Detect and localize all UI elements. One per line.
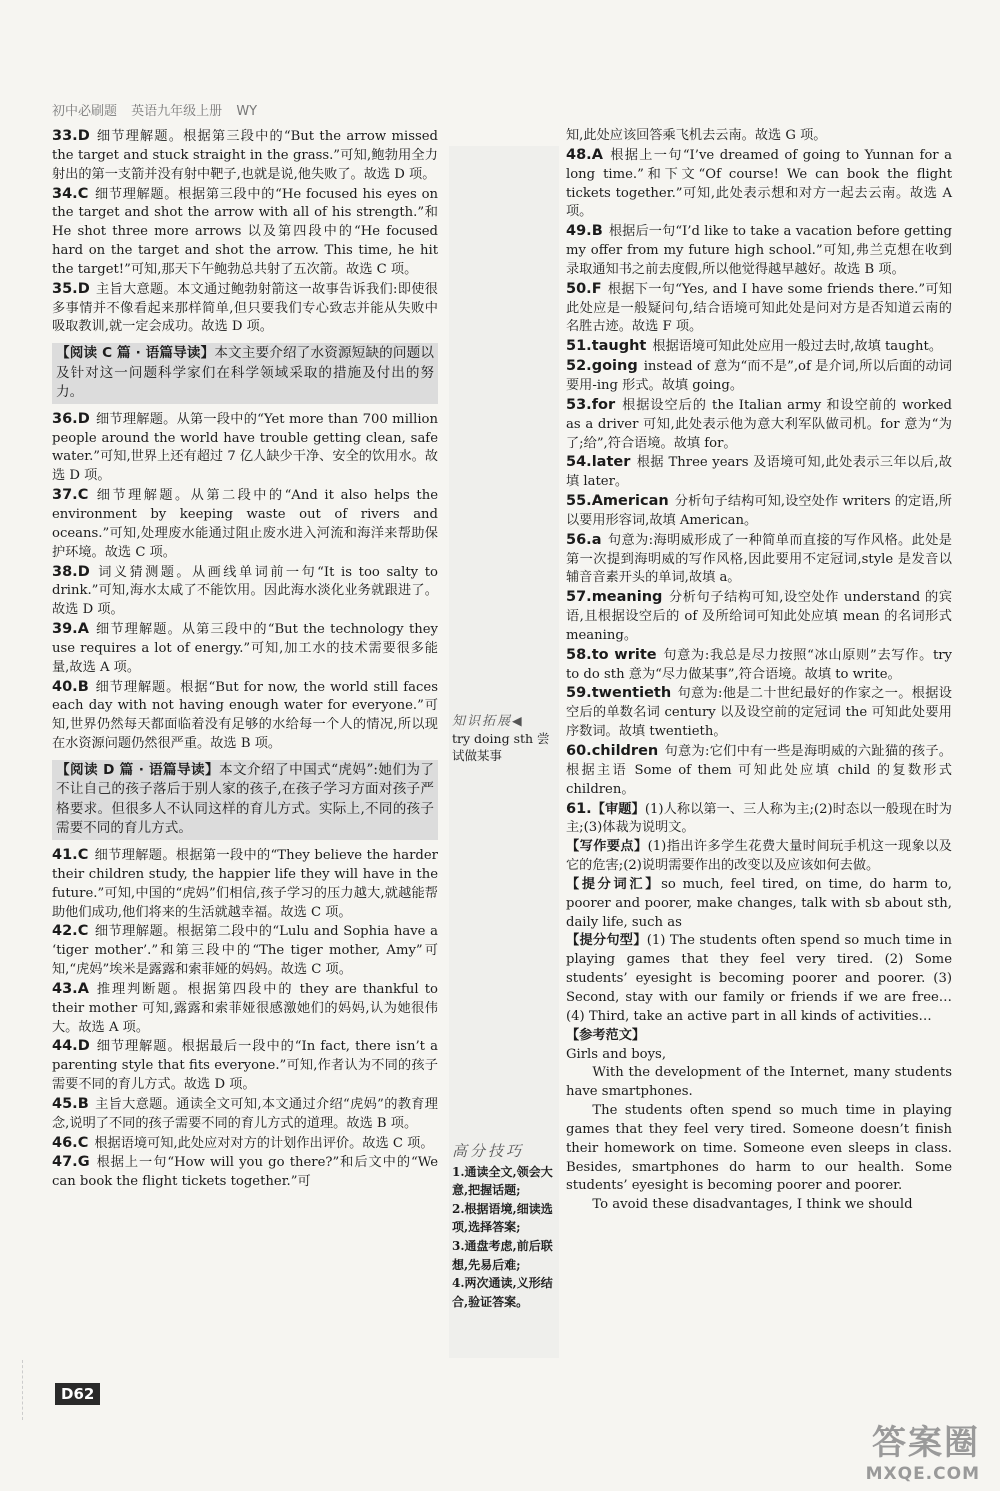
answer-key: C [77,185,89,202]
answers-group-a [52,127,438,337]
answer-item [566,146,952,222]
margin-rule [22,1360,51,1420]
watermark [760,1415,980,1484]
answer-key: A [77,980,89,997]
item-number: 43. [52,980,78,997]
explanation-text: 句意为:我总是尽力按照“冰山原则”去写作。try to do sth 意为“尽力做某事”,符合语境。故填 to write。 [566,647,952,682]
answer-key: later [591,454,631,471]
answer-key: B [591,223,603,240]
explanation-text: 细节理解题。根据最后一段中的“In fact, there isn’t a parenting style that fits everyone.”可知,作者认为不同的孩子需要不同的育儿方式。故选 D 项。 [52,1039,438,1093]
explanation-text: 根据设空后的 the Italian army 和设空前的 worked as a driver 可知,此处表示他为意大利军队做司机。for 意为“为了;给”,符合语境。故填 for。 [566,397,952,451]
shenti-tag: 【审题】 [591,801,645,817]
answer-item [566,742,952,800]
juxing-text: (1) The students often spend so much time in playing games that they feel very tired. (2) Some students’ eyesight is becoming poorer and poorer. (3) Second, stay with our family or friends if we are free… (4) Third, take an active part in all kinds of activities… [566,933,952,1024]
item-number: 56. [566,531,592,548]
item-number: 38. [52,563,78,580]
juxing-tag: 【提分句型】 [566,933,647,949]
left-column [52,127,438,1192]
skills-title: 高分技巧 [452,1142,525,1160]
explanation-text: 推理判断题。根据第四段中的 they are thankful to their mother 可知,露露和索菲娅很感激她们的妈妈,认为她很伟大。故选 A 项。 [52,981,438,1035]
answer-key: C [77,923,89,940]
answer-key: children [591,743,659,759]
answer-item [52,185,438,280]
answer-key: going [591,358,638,375]
item-number: 57. [566,589,592,606]
item-number: 39. [52,621,78,638]
answer-key: C [77,1134,89,1151]
item-number: 55. [566,493,592,510]
item-number: 58. [566,646,592,663]
skill-item: 3.通盘考虑,前后联想,先易后难; [452,1238,553,1272]
answer-key: A [77,621,89,638]
reading-d-guide [52,760,438,840]
answer-key: C [77,846,89,863]
page-number: D62 [55,1383,100,1405]
guide-tag: 【阅读 D 篇 · 语篇导读】 [56,761,220,778]
answer-key: D [77,563,90,580]
continuation-text: 知,此处应该回答乘飞机去云南。故选 G 项。 [566,128,827,143]
answer-item [52,846,438,922]
answer-item [566,396,952,454]
answer-key: G [77,1154,90,1171]
answer-item [52,486,438,562]
answer-item [52,1134,438,1154]
answer-item [52,1153,438,1192]
answer-item [52,620,438,678]
explanation-text: 分析句子结构可知,设空处作 writers 的定语,所以要用形容词,故填 American。 [566,494,952,528]
skill-item: 2.根据语境,细读选项,选择答案; [452,1201,553,1235]
answer-key: twentieth [591,685,672,702]
answer-item [566,646,952,685]
answer-key: D [77,1038,90,1055]
tip-title: 知识拓展 [452,714,513,729]
answer-item [52,410,438,486]
answer-item [566,492,952,531]
item-number: 51. [566,338,592,355]
explanation-text: 主旨大意题。通读全文可知,本文通过介绍“虎妈”的教育理念,说明了不同的孩子需要不同的育儿方式的道理。故选 B 项。 [52,1096,438,1131]
answer-item [566,531,952,589]
explanation-text: 根据 Three years 及语境可知,此处表示三年以后,故填 later。 [566,455,952,490]
answer-key: B [77,678,89,695]
cihui-text: so much, feel tired, on time, do harm to, poorer and poorer, make changes, talk with sb about sth, daily life, such as [566,876,953,930]
item-number: 59. [566,685,592,702]
explanation-text: 根据语境可知,此处应对对方的计划作出评价。故选 C 项。 [94,1135,434,1151]
answers-group-right [566,146,952,800]
answer-key: a [591,531,602,548]
skill-item: 4.两次通读,义形结合,验证答案。 [452,1276,553,1309]
item-number: 36. [52,410,78,427]
item-number: 50. [566,280,592,297]
explanation-text: 主旨大意题。本文通过鲍勃射箭这一故事告诉我们:即使很多事情并不像看起来那样简单,但只要我们专心致志并能从失败中吸取教训,就一定会成功。故选 D 项。 [52,281,438,335]
explanation-text: 分析句子结构可知,设空处作 understand 的宾语,且根据设空后的 of 及所给词可知此处应填 mean 的名词形式 meaning。 [566,590,952,643]
guide-text: 本文主要介绍了水资源短缺的问题以及针对这一问题科学家们在科学领域采取的措施及付出的努力。 [56,345,434,401]
answer-item [52,678,438,754]
answer-item [52,1095,438,1134]
explanation-text: 根据下一句“Yes, and I have some friends there.”可知此处应是一般疑问句,结合语境可知此处是问对方是否知道云南的名胜古迹。故选 F 项。 [566,281,952,335]
shenti-text: (1)人称以第一、三人称为主;(2)时态以一般现在时为主;(3)体裁为说明文。 [566,801,952,836]
answer-key: D [77,410,90,427]
reading-c-guide [52,343,438,404]
answers-group-c [52,846,438,1192]
item-number: 33. [52,128,78,144]
answer-key: D [77,128,90,144]
explanation-text: 根据上一句“I’ve dreamed of going to Yunnan for a long time.”和下文“Of course! We can book the flight tickets together.”可知,此处表示想和对方一起去云南。故选 A 项。 [566,147,952,220]
explanation-text: 细节理解题。从第三段中的“But the technology they use requires a lot of energy.”可知,加工水的技术需要很多能量,故选 A 项。 [52,622,438,675]
edition-code: WY [236,104,258,119]
answer-item [566,337,952,357]
item-number: 44. [52,1038,78,1055]
answers-group-b [52,410,438,754]
answer-item [566,222,952,280]
answer-item [566,453,952,492]
answer-item [52,922,438,980]
item-number: 54. [566,454,592,471]
answer-key: B [77,1095,89,1112]
answer-item [52,280,438,338]
item-number: 37. [52,487,78,504]
right-column [566,127,952,1215]
tip-text: try doing sth 尝试做某事 [452,731,550,763]
yaodian-tag: 【写作要点】 [566,839,648,855]
answer-item [566,588,952,646]
item-number: 42. [52,923,78,940]
watermark-logo: 答案圈 [872,1423,980,1463]
item-number: 60. [566,743,592,759]
answer-key: American [591,493,669,510]
essay-paragraph: The students often spend so much time in playing games that they feel very tired. Someone doesn’t finish their homework on time. Someone even sleeps in class. Besides, smartphones do harm to our health. Some students’ eyesight is becoming poorer and poorer. [566,1103,952,1194]
answer-key: taught [591,338,647,355]
explanation-text: 细节理解题。从第二段中的“And it also helps the environment by keeping waste out of rivers and oceans.”可知,处理废水能通过阻止废水进入河流和海洋来帮助保护环境。故选 C 项。 [52,488,438,560]
essay-paragraph: With the development of the Internet, many students have smartphones. [566,1065,952,1100]
explanation-text: 句意为:它们中有一些是海明威的六趾猫的孩子。根据主语 Some of them 可知此处应填 child 的复数形式 children。 [566,744,952,797]
answer-key: to write [591,646,657,663]
answer-key: A [591,146,603,163]
item-number: 35. [52,280,78,297]
skill-item: 1.通读全文,领会大意,把握话题; [452,1164,553,1198]
answer-key: F [591,280,602,297]
cihui-tag: 【提分词汇】 [566,876,662,892]
explanation-text: 细节理解题。根据第一段中的“They believe the harder their children study, the happier life they will have in the future.”可知,中国的“虎妈”们相信,孩子学习的压力越大,就越能帮助他们成功,他们将来的生活就越幸福。故选 C 项。 [52,847,438,920]
item-number: 45. [52,1095,78,1112]
answer-key: meaning [591,589,663,606]
item-number: 34. [52,185,78,202]
answer-item [52,1037,438,1095]
watermark-url: MXQE.COM [865,1464,980,1484]
essay-greeting: Girls and boys, [566,1046,667,1062]
guide-tag: 【阅读 C 篇 · 语篇导读】 [56,345,215,362]
answer-key: for [591,396,616,413]
explanation-text: 细节理解题。根据第二段中的“Lulu and Sophia have a ‘tiger mother’.”和第三段中的“The tiger mother, Amy”可知,“虎妈”埃米是露露和索菲娅的妈妈。故选 C 项。 [52,924,438,978]
essay-paragraph: To avoid these disadvantages, I think we should [592,1197,913,1213]
fanwen-tag: 【参考范文】 [566,1027,646,1043]
book-series: 初中必刷题 [52,104,118,119]
item-number: 53. [566,396,592,413]
explanation-text: instead of 意为“而不是”,of 是介词,所以后面的动词要用-ing 形式。故填 going。 [566,359,952,393]
answer-item [52,980,438,1038]
knowledge-tip [452,712,562,764]
answer-item [52,127,438,185]
explanation-text: 细节理解题。根据第三段中的“He focused his eyes on the target and shot the arrow with all of his strength.”和 He shot three more arrows 以及第四段中的“He focused hard on the target and shot the arrow. This time, he hit the target!”可知,那天下午鲍勃总共射了五次箭。故选 C 项。 [52,186,438,277]
answer-item [566,280,952,338]
answer-key: C [77,487,89,504]
explanation-text: 根据后一句“I’d like to take a vacation before getting my offer from my future high school.”可知,弗兰克想在收到录取通知书之前去度假,所以他觉得越早越好。故选 B 项。 [566,224,952,277]
item-number: 61. [566,800,592,817]
explanation-text: 细节理解题。从第一段中的“Yet more than 700 million people around the world have trouble getting clean, safe water.”可知,世界上还有超过 7 亿人缺少干净、安全的饮用水。故选 D 项。 [52,411,438,484]
tip-arrow-icon: ◀ [512,713,522,728]
writing-answer [566,800,952,1216]
item-number: 40. [52,678,78,695]
answer-item [52,563,438,621]
guide-text: 本文介绍了中国式“虎妈”:她们为了不让自己的孩子落后于别人家的孩子,在孩子学习方面对孩子严格要求。但很多人不认同这样的育儿方式。实际上,不同的孩子需要不同的育儿方式。 [56,761,434,837]
item-number: 49. [566,223,592,240]
item-number: 48. [566,146,592,163]
explanation-text: 细节理解题。根据第三段中的“But the arrow missed the target and stuck straight in the grass.”可知,鲍勃用全力射出的第一支箭并没有射中靶子,也就是说,他失败了。故选 D 项。 [52,129,438,182]
skills-box [452,1142,564,1311]
page-header [52,100,267,119]
explanation-text: 句意为:海明威形成了一种简单而直接的写作风格。此处是第一次提到海明威的写作风格,因此要用不定冠词,style 是发音以辅音音素开头的单词,故填 a。 [566,532,952,586]
answer-key: D [77,280,90,297]
item-number: 47. [52,1154,78,1171]
explanation-text: 词义猜测题。从画线单词前一句“It is too salty to drink.”可知,海水太咸了不能饮用。因此海水淡化业务就跟进了。故选 D 项。 [52,564,438,618]
subject-title: 英语九年级上册 [131,104,223,119]
yaodian-text: (1)指出许多学生花费大量时间玩手机这一现象以及它的危害;(2)说明需要作出的改变以及应该如何去做。 [566,839,952,874]
explanation-text: 句意为:他是二十世纪最好的作家之一。根据设空后的单数名词 century 以及设空前的定冠词 the 可知此处要用序数词。故填 twentieth。 [566,686,952,740]
explanation-text: 根据语境可知此处应用一般过去时,故填 taught。 [652,339,943,355]
item-number: 41. [52,846,78,863]
item-number: 52. [566,358,592,375]
answer-item [566,357,952,396]
answer-item [566,684,952,742]
item-number: 46. [52,1134,78,1151]
explanation-text: 细节理解题。根据“But for now, the world still faces each day with not having enough water for everyone.”可知,世界仍然每天都面临着没有足够的水给每一个人的情况,所以现在水资源问题仍然很严重。故选 B 项。 [52,679,438,752]
explanation-text: 根据上一句“How will you go there?”和后文中的“We can book the flight tickets together.”可 [52,1155,438,1190]
